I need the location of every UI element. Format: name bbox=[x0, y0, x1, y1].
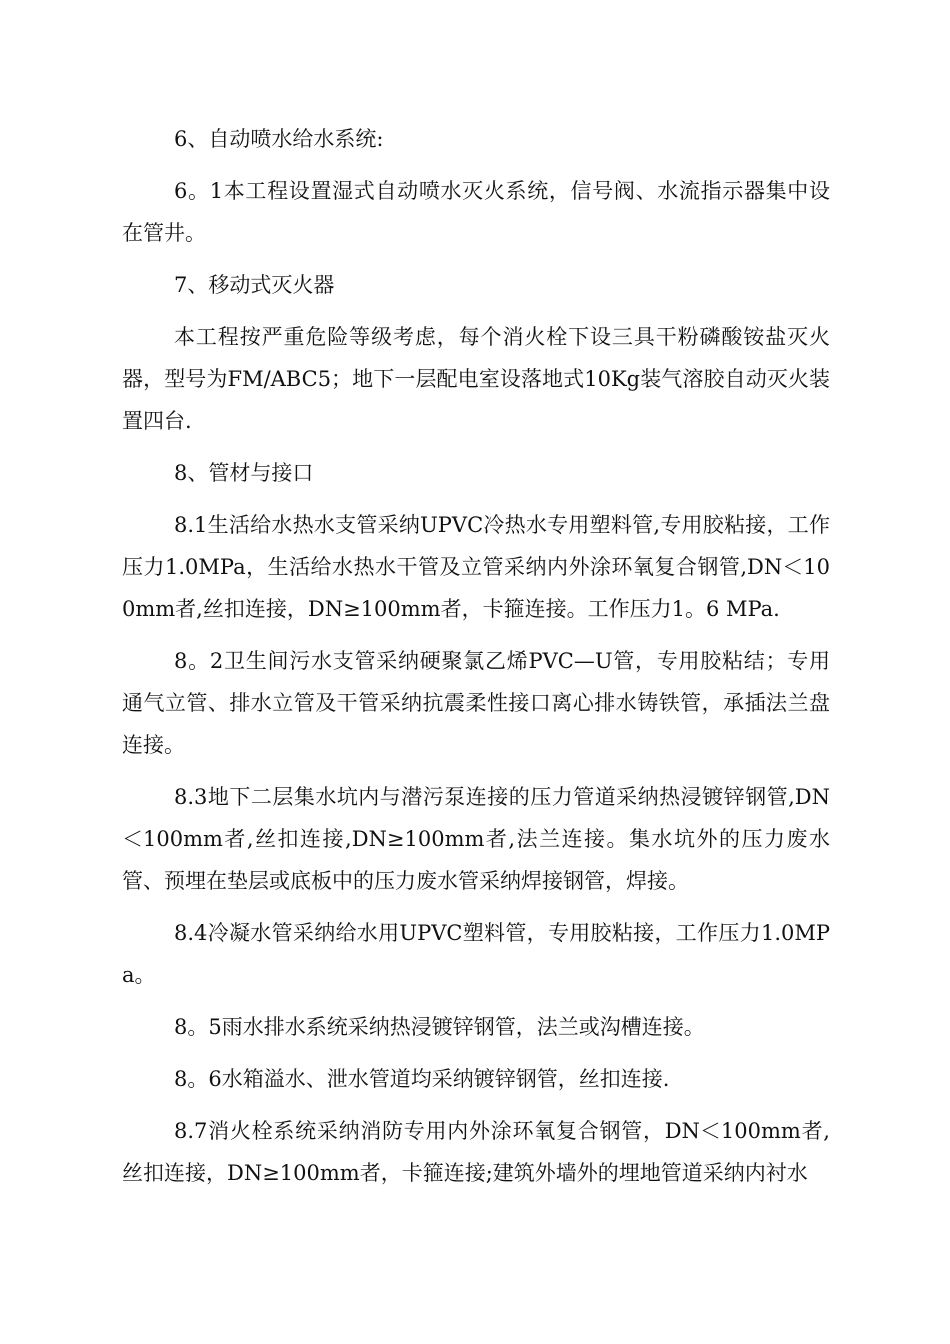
section-heading-pipes: 8、管材与接口 bbox=[174, 461, 314, 485]
section-heading-sprinkler: 6、自动喷水给水系统: bbox=[174, 127, 384, 151]
section-heading-extinguisher: 7、移动式灭火器 bbox=[174, 273, 335, 297]
paragraph-7-body: 本工程按严重危险等级考虑，每个消火栓下设三具干粉磷酸铵盐灭火器，型号为FM/ABC5；地下一层配电室设落地式10Kg装气溶胶自动灭火装置四台. bbox=[122, 325, 830, 433]
paragraph-8-3: 8.3地下二层集水坑内与潜污泵连接的压力管道采纳热浸镀锌钢管,DN＜100mm者,丝扣连接,DN≥100mm者,法兰连接。集水坑外的压力废水管、预埋在垫层或底板中的压力废水管采纳焊接钢管，焊接。 bbox=[122, 785, 830, 893]
paragraph-8-5: 8。5雨水排水系统采纳热浸镀锌钢管，法兰或沟槽连接。 bbox=[174, 1015, 705, 1039]
document-body bbox=[122, 118, 830, 1204]
paragraph-6-1: 6。1本工程设置湿式自动喷水灭火系统，信号阀、水流指示器集中设在管井。 bbox=[122, 179, 830, 245]
paragraph-8-2: 8。2卫生间污水支管采纳硬聚氯乙烯PVC—U管，专用胶粘结；专用通气立管、排水立管及干管采纳抗震柔性接口离心排水铸铁管，承插法兰盘连接。 bbox=[122, 649, 830, 757]
paragraph-8-4: 8.4冷凝水管采纳给水用UPVC塑料管，专用胶粘接，工作压力1.0MPa。 bbox=[122, 921, 830, 987]
paragraph-8-1: 8.1生活给水热水支管采纳UPVC冷热水专用塑料管,专用胶粘接，工作压力1.0MPa，生活给水热水干管及立管采纳内外涂环氧复合钢管,DN＜100mm者,丝扣连接，DN≥100mm者，卡箍连接。工作压力1。6 MPa. bbox=[122, 513, 830, 621]
paragraph-8-7: 8.7消火栓系统采纳消防专用内外涂环氧复合钢管，DN＜100mm者,丝扣连接，DN≥100mm者，卡箍连接;建筑外墙外的埋地管道采纳内衬水 bbox=[122, 1119, 830, 1185]
paragraph-8-6: 8。6水箱溢水、泄水管道均采纳镀锌钢管，丝扣连接. bbox=[174, 1067, 670, 1091]
